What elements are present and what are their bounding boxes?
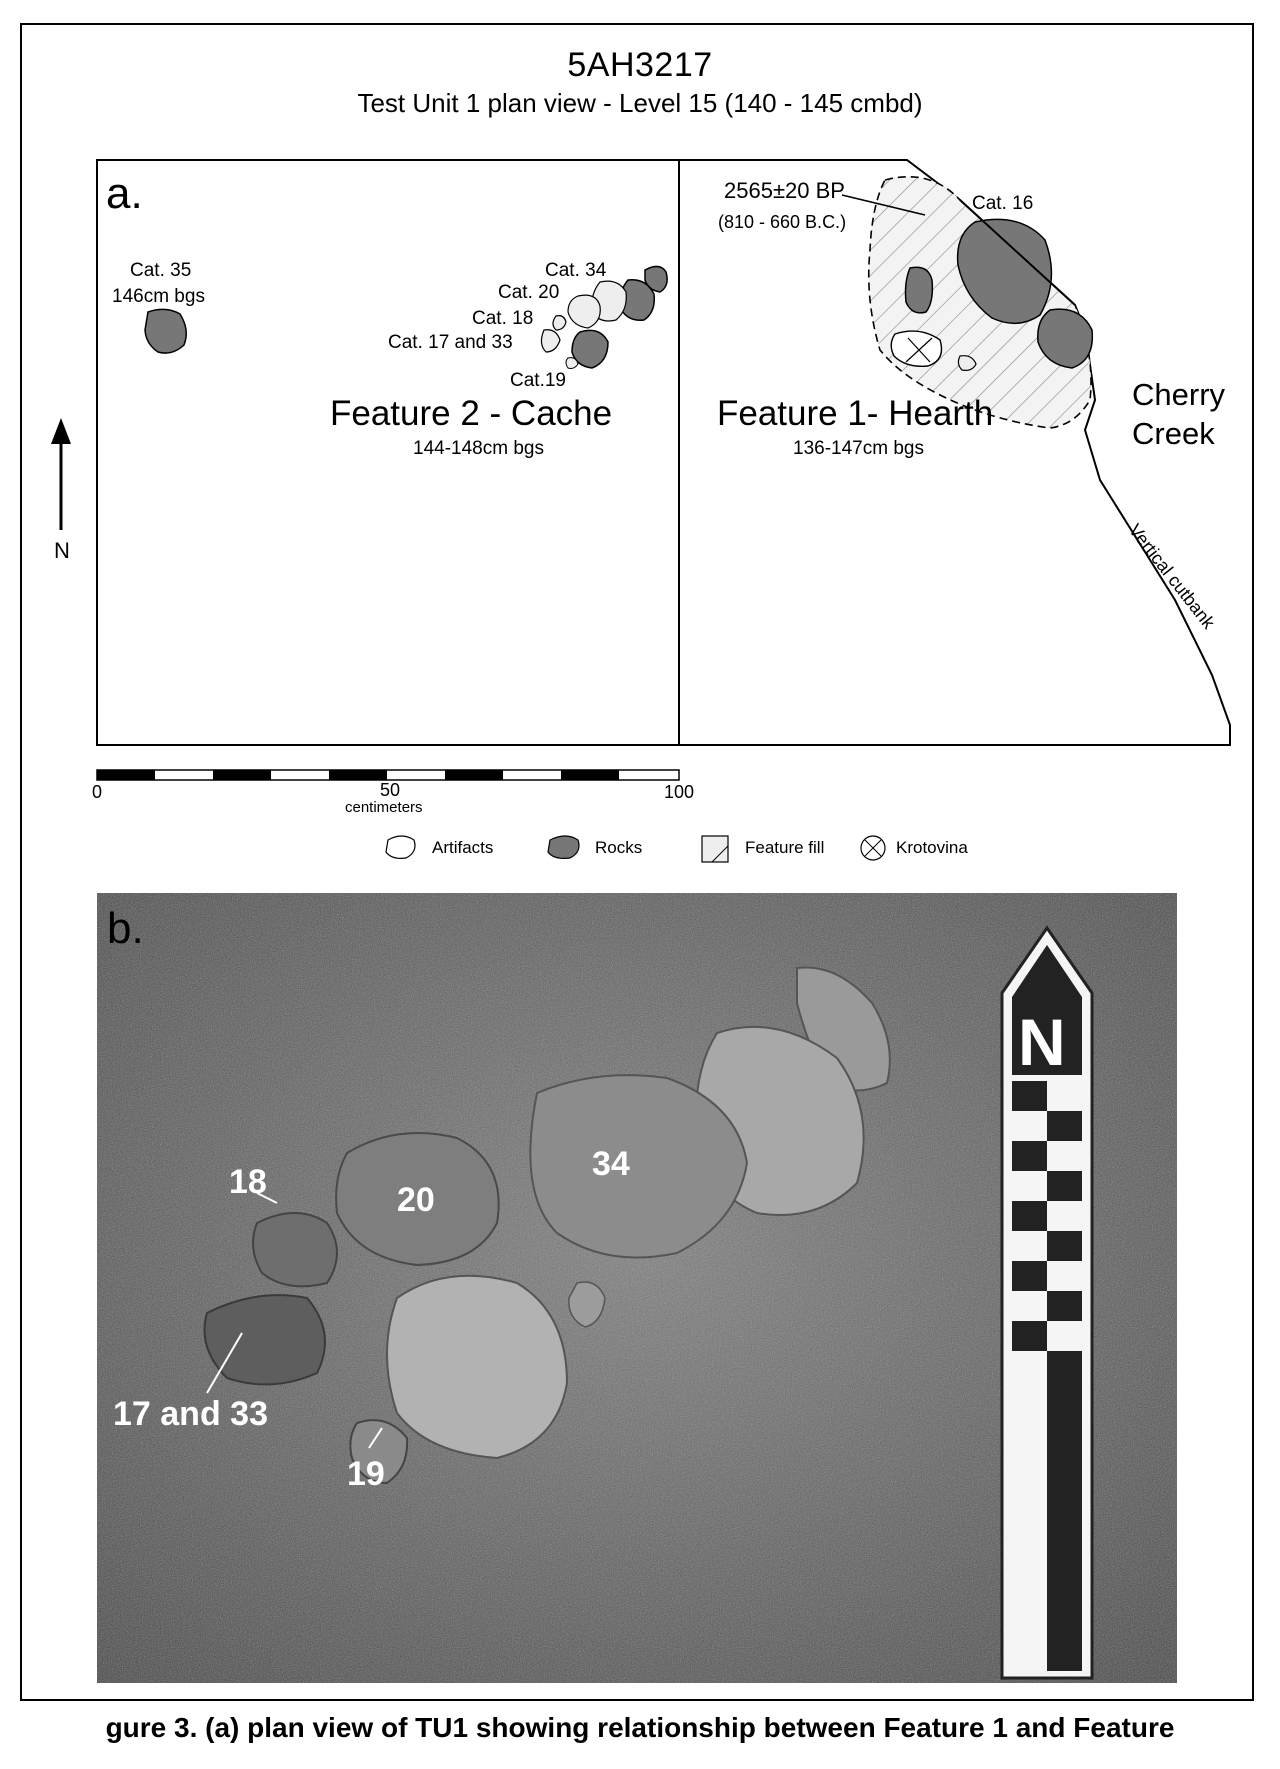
- cat35-depth: 146cm bgs: [112, 286, 205, 307]
- legend-rocks-label: Rocks: [595, 838, 643, 857]
- cat19-label: Cat.19: [510, 370, 566, 391]
- legend: [386, 836, 968, 862]
- legend-artifacts-label: Artifacts: [432, 838, 494, 857]
- figure-caption: gure 3. (a) plan view of TU1 showing relationship between Feature 1 and Feature: [105, 1712, 1175, 1743]
- photo-illustration: [97, 893, 1177, 1683]
- rock-center: [387, 1276, 567, 1458]
- artifact-icon: [386, 836, 415, 858]
- photo-north-scale: [1002, 928, 1092, 1678]
- photo-label-20: 20: [397, 1181, 435, 1219]
- figure-title: 5AH3217: [567, 46, 713, 84]
- photo-label-19: 19: [347, 1455, 385, 1493]
- north-arrow: [51, 418, 71, 563]
- cat35-label: Cat. 35: [130, 260, 192, 281]
- unit-outline: [97, 160, 1230, 745]
- scale-tick-50: 50: [380, 780, 401, 800]
- cat35-rock: [145, 309, 186, 353]
- photo-panel-label: b.: [107, 904, 144, 953]
- cat17-33-label: Cat. 17 and 33: [388, 332, 513, 353]
- cache-depth: 144-148cm bgs: [413, 438, 544, 459]
- cache-cluster: [541, 266, 667, 368]
- feature-fill-icon: [702, 836, 728, 862]
- cat16-label: Cat. 16: [972, 193, 1034, 214]
- excavation-photo: [97, 893, 1177, 1683]
- photo-north-letter: N: [1018, 1005, 1066, 1079]
- cat18-label: Cat. 18: [472, 308, 534, 329]
- hearth-rock-3: [906, 267, 933, 313]
- scale-tick-0: 0: [92, 782, 103, 802]
- scale-bar: [97, 770, 679, 780]
- hearth-date: 2565±20 BP: [724, 178, 845, 203]
- creek-label-2: Creek: [1132, 416, 1215, 451]
- cat34-label: Cat. 34: [545, 260, 607, 281]
- artifact-18: [253, 1213, 337, 1286]
- rock-icon: [548, 836, 579, 858]
- photo-label-18: 18: [229, 1163, 267, 1201]
- hearth-date-range: (810 - 660 B.C.): [718, 212, 847, 232]
- creek-label-1: Cherry: [1132, 377, 1226, 412]
- panel-a-label: a.: [106, 169, 143, 218]
- hearth-title: Feature 1- Hearth: [717, 394, 994, 433]
- scale-unit: centimeters: [345, 799, 423, 816]
- photo-label-17-33: 17 and 33: [113, 1395, 268, 1433]
- north-label: N: [54, 538, 70, 563]
- krotovina-icon: [861, 836, 885, 860]
- artifact-17-33: [205, 1295, 326, 1384]
- hearth-depth: 136-147cm bgs: [793, 438, 924, 459]
- cat20-label: Cat. 20: [498, 282, 560, 303]
- cache-title: Feature 2 - Cache: [330, 394, 613, 433]
- legend-feature-fill-label: Feature fill: [745, 838, 825, 857]
- photo-label-34: 34: [592, 1145, 630, 1183]
- scale-tick-100: 100: [664, 782, 695, 802]
- cutbank-label: Vertical cutbank: [1124, 520, 1219, 633]
- legend-krotovina-label: Krotovina: [896, 838, 968, 857]
- north-arrow-head-icon: [51, 418, 71, 444]
- figure-subtitle: Test Unit 1 plan view - Level 15 (140 - 145 cmbd): [357, 88, 923, 118]
